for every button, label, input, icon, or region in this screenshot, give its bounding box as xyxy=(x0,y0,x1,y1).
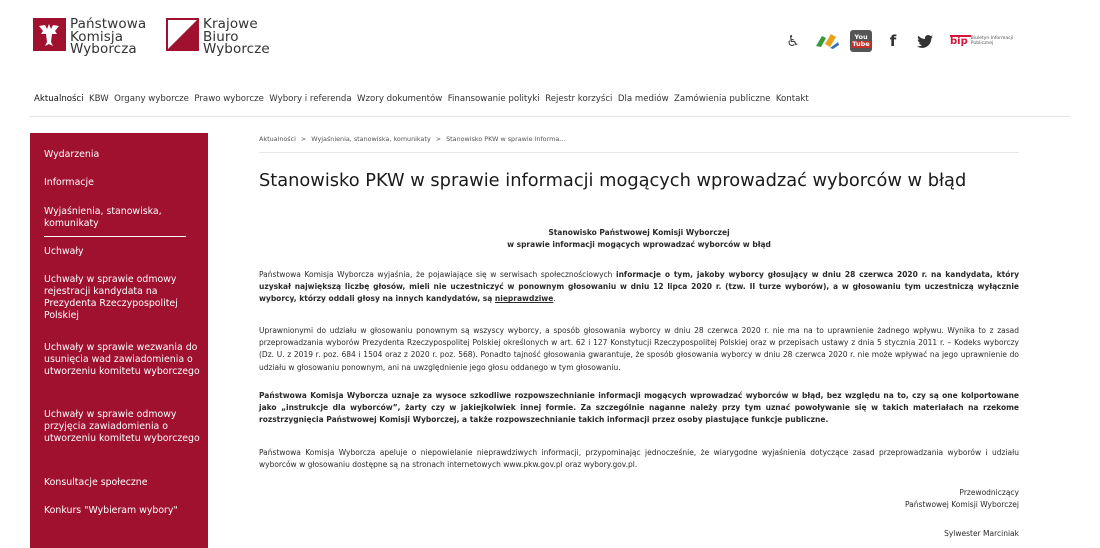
site-header xyxy=(0,0,1100,80)
signature-block xyxy=(259,487,1019,511)
youtube-icon[interactable] xyxy=(850,30,872,52)
nav-item-aktualnosci[interactable]: Aktualności xyxy=(34,94,84,104)
twitter-icon[interactable] xyxy=(914,30,936,52)
nav-divider xyxy=(30,116,1070,117)
pkw-logo-line: Wyborcza xyxy=(70,41,137,57)
sidebar xyxy=(30,133,208,548)
kbw-logo-line: Wyborcze xyxy=(203,41,270,57)
nav-item-prawo-wyborcze[interactable]: Prawo wyborcze xyxy=(194,94,264,104)
breadcrumb-separator: > xyxy=(300,135,307,143)
kbw-logo-line: Biuro xyxy=(203,28,239,45)
pkw-logo-line: Komisja xyxy=(70,28,124,45)
sidebar-item-wyjasnienia[interactable]: Wyjaśnienia, stanowiska, komunikaty xyxy=(44,206,162,229)
breadcrumb-item[interactable]: Wyjaśnienia, stanowiska, komunikaty xyxy=(311,135,431,143)
pkw-logo-text xyxy=(70,18,146,56)
sidebar-item-wydarzenia[interactable]: Wydarzenia xyxy=(44,149,100,160)
sidebar-active-divider xyxy=(44,236,186,237)
paragraph-text: . xyxy=(553,294,556,304)
signature-role: Przewodniczący xyxy=(959,488,1019,497)
kbw-logo[interactable] xyxy=(166,18,270,56)
breadcrumb-separator: > xyxy=(435,135,442,143)
breadcrumb-divider xyxy=(259,152,1019,153)
kbw-mark-icon xyxy=(166,18,199,51)
paragraph-text: Państwowa Komisja Wyborcza wyjaśnia, że pojawiające się w serwisach społecznościowych xyxy=(259,270,617,279)
nav-item-kbw[interactable]: KBW xyxy=(89,94,109,104)
article-paragraph: Państwowa Komisja Wyborcza uznaje za wysoce szkodliwe rozpowszechnianie informacji mogących wprowadzać wyborców w błąd, bez względu na to, czy są one kolportowane jako „instrukcje dla wyborców”, żarty czy w jakiejkolwiek innej formie. Za szczególnie naganne należy przy tym uznać powoływanie się w takich materiałach na rzekome rozstrzygnięcia Państwowej Komisji Wyborczej, a także rozpowszechnianie takich informacji przez osoby piastujące funkcje publiczne. xyxy=(259,391,1019,425)
pkw-logo[interactable] xyxy=(33,18,146,56)
nav-item-wzory-dokumentow[interactable]: Wzory dokumentów xyxy=(357,94,443,104)
kbw-logo-text xyxy=(203,18,270,56)
sign-language-icon[interactable] xyxy=(814,30,840,52)
article-paragraph: Państwowa Komisja Wyborcza apeluje o niepowielanie nieprawdziwych informacji, przypominając jednocześnie, że wiarygodne wyjaśnienia dotyczące zasad przeprowadzania wyborów i udziału wyborców w głosowaniu dostępne są na stronach internetowych www.pkw.gov.pl oraz wybory.gov.pl. xyxy=(259,448,1019,470)
pkw-logo-line: Państwowa xyxy=(70,16,147,32)
document-heading-line: Stanowisko Państwowej Komisji Wyborczej xyxy=(548,228,730,237)
nav-item-dla-mediow[interactable]: Dla mediów xyxy=(617,94,669,104)
document-heading-line: w sprawie informacji mogących wprowadzać wyborców w błąd xyxy=(507,240,771,250)
signature-role: Państwowej Komisji Wyborczej xyxy=(904,500,1019,510)
document-heading xyxy=(259,227,1019,251)
breadcrumb xyxy=(259,135,565,143)
facebook-icon[interactable]: f xyxy=(889,32,897,50)
sidebar-item-uchwaly-odmowy-przyjecia[interactable]: Uchwały w sprawie odmowy przyjęcia zawiadomienia o utworzeniu komitetu wyborczego xyxy=(44,409,200,444)
bip-link[interactable] xyxy=(950,30,1020,52)
bip-label: bip xyxy=(950,35,971,47)
breadcrumb-item[interactable]: Aktualności xyxy=(259,135,296,143)
sidebar-item-uchwaly-odmowy-rejestracji[interactable]: Uchwały w sprawie odmowy rejestracji kandydata na Prezydenta Rzeczypospolitej Polskiej xyxy=(44,274,178,321)
nav-item-rejestr-korzysci[interactable]: Rejestr korzyści xyxy=(545,94,613,104)
main-nav xyxy=(34,94,814,104)
sidebar-item-informacje[interactable]: Informacje xyxy=(44,177,94,188)
sidebar-item-uchwaly[interactable]: Uchwały xyxy=(44,246,84,257)
breadcrumb-current: Stanowisko PKW w sprawie informa... xyxy=(446,135,566,143)
youtube-label: You xyxy=(854,33,868,41)
pkw-eagle-icon xyxy=(33,18,66,51)
sidebar-item-konkurs[interactable]: Konkurs "Wybieram wybory" xyxy=(44,505,178,516)
kbw-logo-line: Krajowe xyxy=(203,16,258,32)
wheelchair-icon[interactable]: ♿ xyxy=(786,32,800,50)
social-links xyxy=(782,30,1020,52)
page-title: Stanowisko PKW w sprawie informacji mogących wprowadzać wyborców w błąd xyxy=(259,170,967,191)
nav-item-zamowienia-publiczne[interactable]: Zamówienia publiczne xyxy=(674,94,771,104)
bip-text: Biuletyn Informacji Publicznej xyxy=(970,36,1014,46)
paragraph-underline-text: nieprawdziwe xyxy=(494,294,554,304)
nav-item-finansowanie-polityki[interactable]: Finansowanie polityki xyxy=(447,94,540,104)
nav-item-wybory-i-referenda[interactable]: Wybory i referenda xyxy=(269,94,352,104)
signer-name: Sylwester Marciniak xyxy=(944,529,1019,538)
sidebar-item-konsultacje[interactable]: Konsultacje społeczne xyxy=(44,477,148,488)
nav-item-organy-wyborcze[interactable]: Organy wyborcze xyxy=(114,94,189,104)
sidebar-item-uchwaly-wezwania[interactable]: Uchwały w sprawie wezwania do usunięcia wad zawiadomienia o utworzeniu komitetu wyborczego xyxy=(44,342,200,377)
article-paragraph xyxy=(259,269,1019,306)
nav-item-kontakt[interactable]: Kontakt xyxy=(775,94,809,104)
paragraph-bold-text: informacje o tym, jakoby wyborcy głosujący w dniu 28 czerwca 2020 r. na kandydata, który uzyskał największą liczbę głosów, mieli nie uczestniczyć w ponownym głosowaniu w dniu 12 lipca 2020 r. (tzw. II turze wyborów), a w głosowaniu tym uczestniczą wyłącznie wyborcy, którzy oddali głosy na innych kandydatów, są xyxy=(259,270,1019,304)
youtube-label: Tube xyxy=(852,40,870,48)
article-paragraph: Uprawnionymi do udziału w głosowaniu ponownym są wszyscy wyborcy, a sposób głosowania wyborcy w dniu 28 czerwca 2020 r. nie ma na to uprawnienie żadnego wpływu. Wynika to z zasad przeprowadzania wyborów Prezydenta Rzeczypospolitej Polskiej określonych w art. 62 i 127 Konstytucji Rzeczypospolitej Polskiej oraz w przepisach ustawy z dnia 5 stycznia 2011 r. – Kodeks wyborczy (Dz. U. z 2019 r. poz. 684 i 1504 oraz z 2020 r. poz. 568). Ponadto tajność głosowania gwarantuje, że sposób głosowania wyborcy w dniu 28 czerwca 2020 r. nie może wpływać na jego uprawnienie do udziału w głosowaniu ponownym, ani na uwzględnienie jego głosu oddanego w tym głosowaniu. xyxy=(259,326,1019,372)
